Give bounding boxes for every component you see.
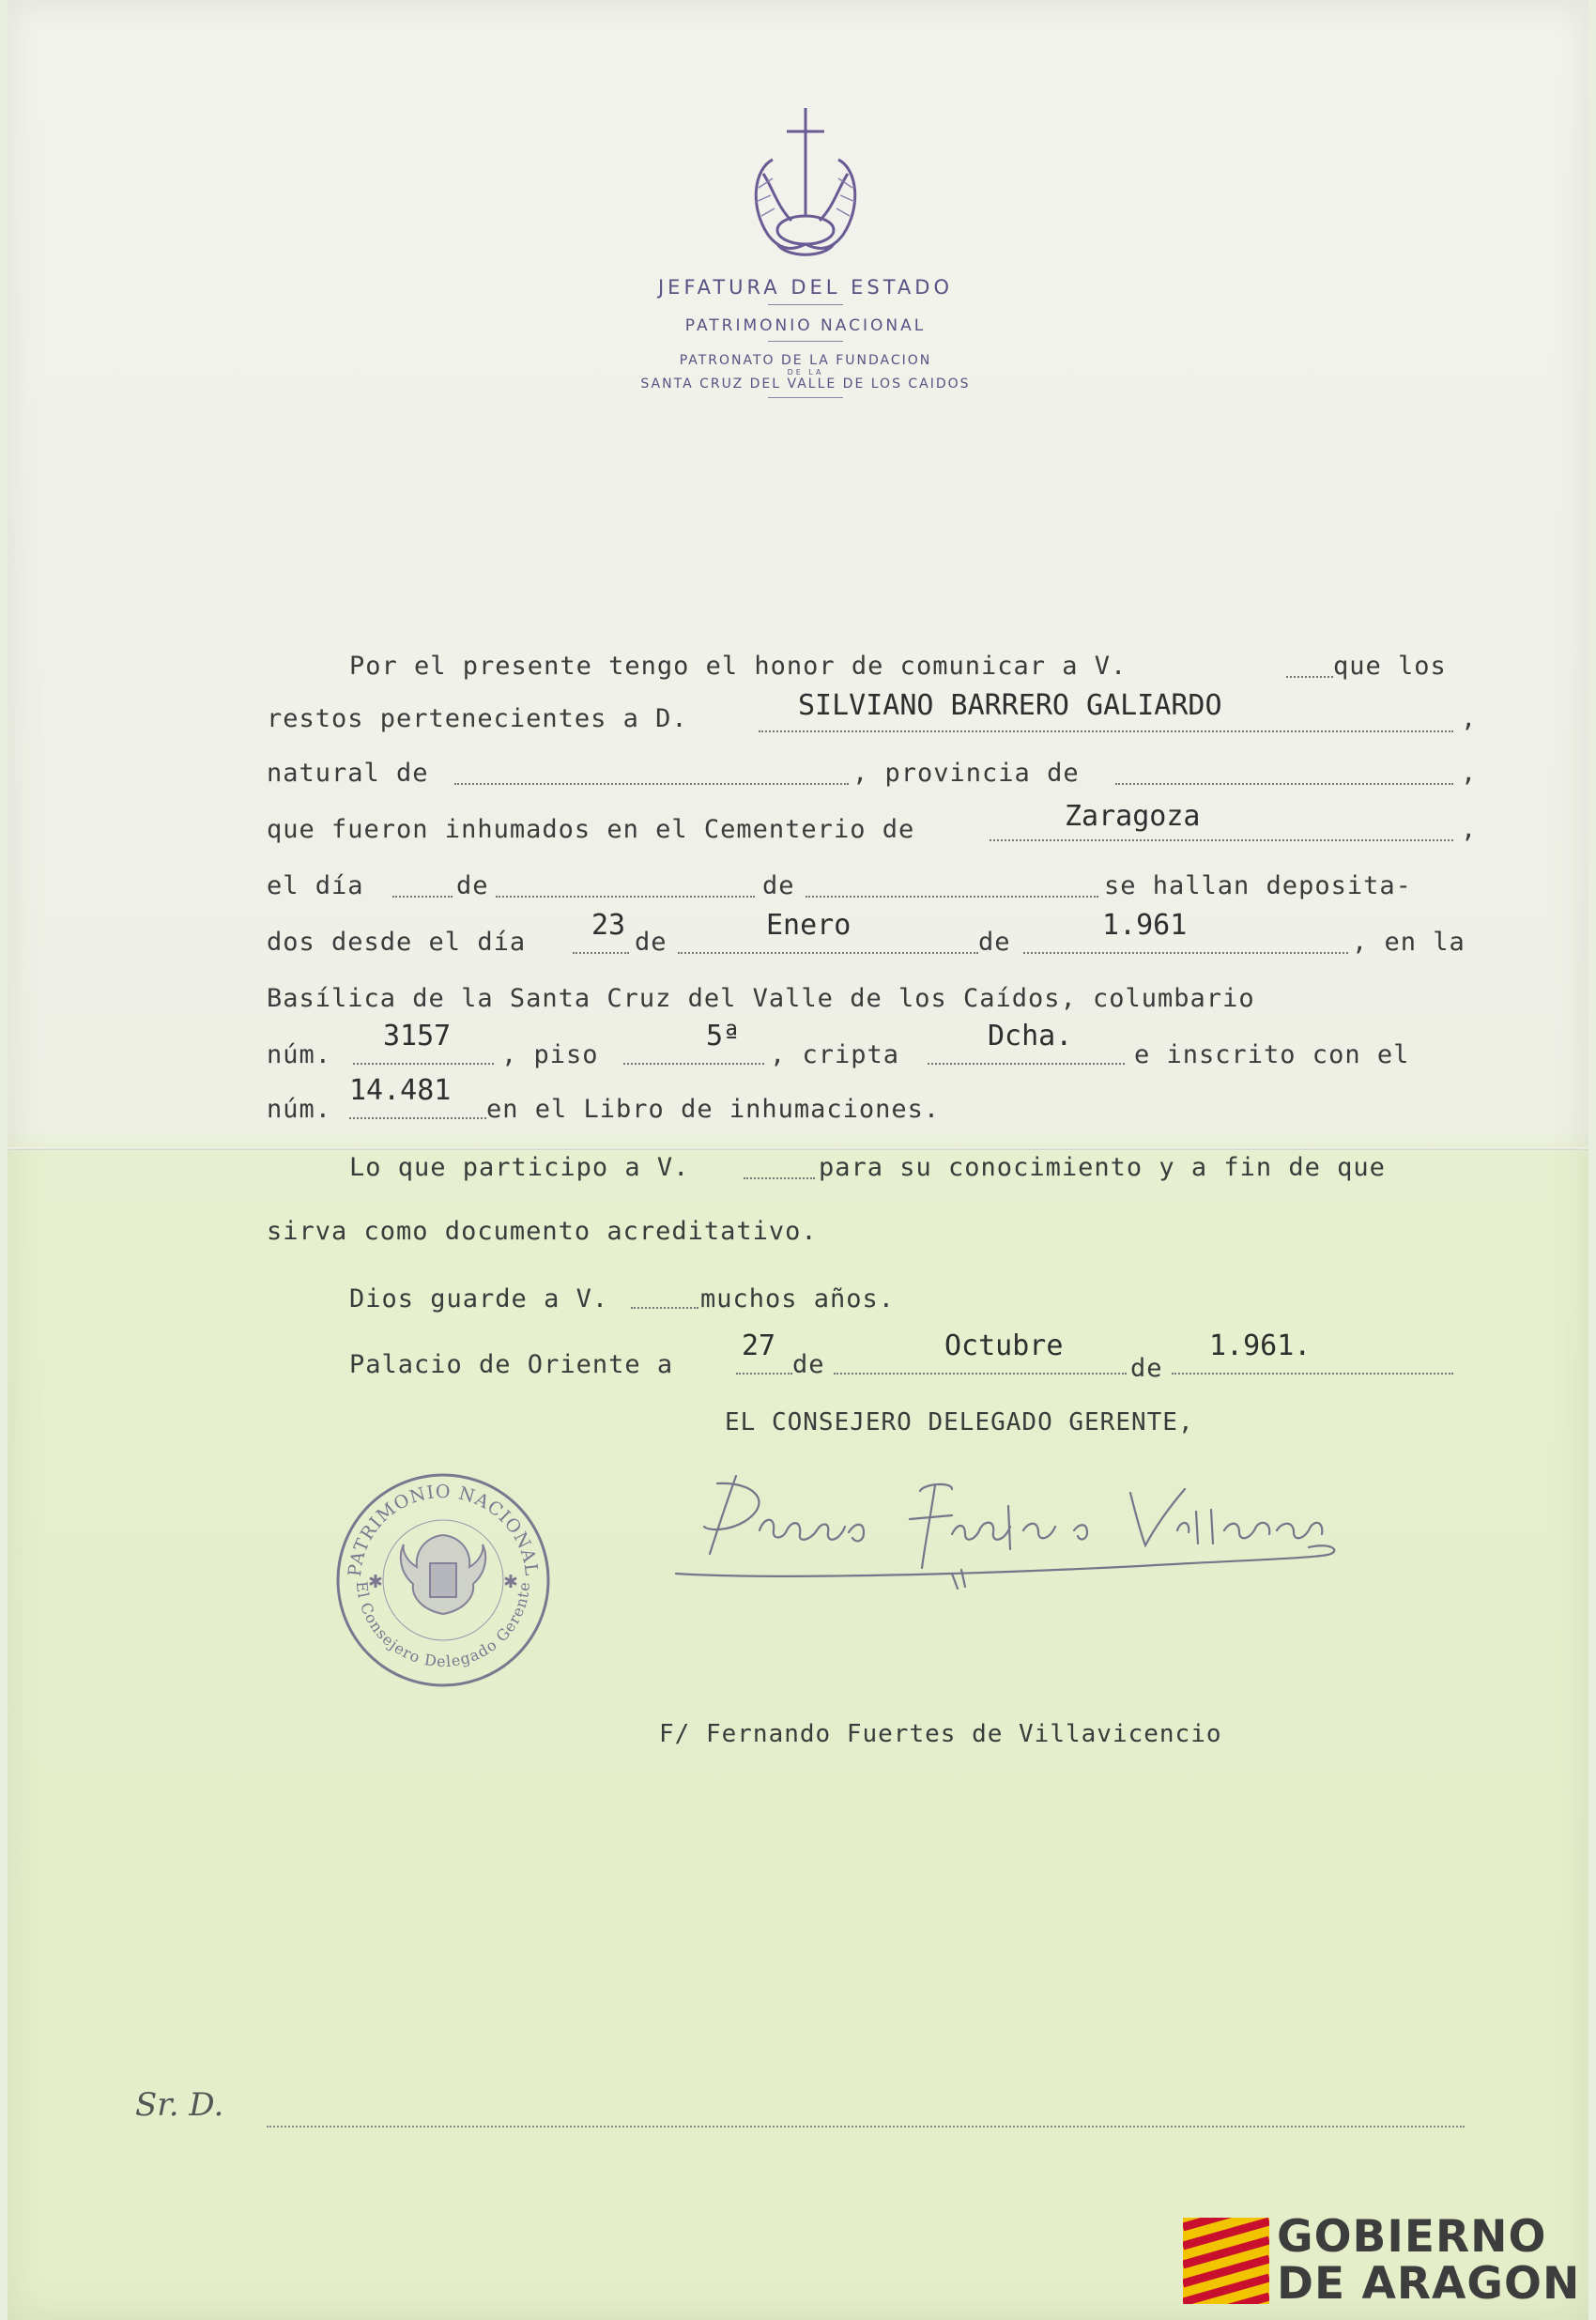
piso-number: 5ª <box>706 1020 741 1052</box>
blank-line <box>834 1373 1127 1375</box>
body-text: , provincia de <box>852 759 1080 788</box>
blank-line <box>806 896 1098 898</box>
stamp-bottom-text: El Consejero Delegado Gerente <box>352 1580 534 1671</box>
body-text: núm. <box>267 1095 332 1124</box>
blank-line <box>1023 952 1348 954</box>
body-text: para su conocimiento y a fin de que <box>819 1153 1386 1182</box>
blank-line <box>573 952 629 954</box>
handwritten-signature <box>670 1465 1356 1606</box>
blank-line <box>454 783 849 785</box>
body-text: se hallan deposita- <box>1104 871 1412 900</box>
blank-line <box>1172 1373 1453 1375</box>
body-text: en el Libro de inhumaciones. <box>486 1095 941 1124</box>
body-text: sirva como documento acreditativo. <box>267 1217 818 1246</box>
body-text: de <box>978 928 1011 957</box>
body-text: que fueron inhumados en el Cementerio de <box>267 815 915 844</box>
body-text: restos pertenecientes a D. <box>267 704 688 733</box>
body-text: , <box>1461 704 1478 733</box>
stamp-star: ✱ <box>368 1572 384 1592</box>
recipient-line <box>267 2126 1465 2128</box>
letter-month: Octubre <box>944 1329 1064 1362</box>
blank-line <box>349 1117 486 1119</box>
blank-line <box>678 952 978 954</box>
blank-line <box>392 896 453 898</box>
aragon-flag-icon <box>1183 2218 1269 2304</box>
cripta-value: Dcha. <box>988 1020 1073 1052</box>
deceased-name: SILVIANO BARRERO GALIARDO <box>798 689 1222 722</box>
letterhead-line-5: SANTA CRUZ DEL VALLE DE LOS CAIDOS <box>640 376 971 392</box>
body-text: núm. <box>267 1040 332 1069</box>
letterhead-line-1: JEFATURA DEL ESTADO <box>657 276 953 299</box>
body-text: , cripta <box>770 1040 900 1069</box>
blank-line <box>759 730 1453 732</box>
body-text: que los <box>1333 652 1447 681</box>
body-text: de <box>635 928 668 957</box>
body-text: , <box>1461 759 1478 788</box>
letterhead <box>533 103 1078 398</box>
body-text: el día <box>267 871 364 900</box>
body-text: Palacio de Oriente a <box>349 1350 674 1379</box>
cross-crest-icon <box>735 103 876 263</box>
stamp-star: ✱ <box>503 1572 519 1592</box>
blank-line <box>496 896 755 898</box>
body-text: dos desde el día <box>267 928 527 957</box>
letter-day: 27 <box>742 1329 776 1362</box>
body-text: de <box>456 871 489 900</box>
deposit-year: 1.961 <box>1102 909 1188 942</box>
logo-line-1: GOBIERNO <box>1277 2211 1547 2263</box>
deposit-month: Enero <box>766 909 852 942</box>
body-text: , <box>1461 815 1478 844</box>
body-text: de <box>1130 1354 1163 1383</box>
body-text: Por el presente tengo el honor de comunicar a V. <box>349 652 1128 681</box>
blank-line <box>353 1063 494 1065</box>
recipient-label: Sr. D. <box>135 2086 224 2124</box>
paper-fold <box>8 1147 1588 1150</box>
blank-line <box>1115 783 1453 785</box>
blank-line <box>631 1307 698 1309</box>
blank-line <box>744 1177 815 1179</box>
letterhead-rule <box>768 304 843 305</box>
signer-name: F/ Fernando Fuertes de Villavicencio <box>659 1720 1222 1748</box>
eagle-emblem-icon <box>401 1535 485 1614</box>
body-text: de <box>762 871 795 900</box>
blank-line <box>990 839 1453 841</box>
letterhead-line-3: PATRONATO DE LA FUNDACION <box>679 353 932 368</box>
letterhead-line-2: PATRIMONIO NACIONAL <box>684 316 927 335</box>
cemetery-name: Zaragoza <box>1065 800 1201 833</box>
body-text: muchos años. <box>700 1284 896 1314</box>
body-text: , en la <box>1352 928 1466 957</box>
body-text: natural de <box>267 759 429 788</box>
body-text: e inscrito con el <box>1134 1040 1410 1069</box>
body-text: Basílica de la Santa Cruz del Valle de los Caídos, columbario <box>267 984 1255 1013</box>
deposit-day: 23 <box>591 909 626 942</box>
logo-line-2: DE ARAGON <box>1277 2258 1581 2310</box>
blank-line <box>623 1063 764 1065</box>
letterhead-rule <box>768 397 843 398</box>
body-text: , piso <box>501 1040 599 1069</box>
stamp-top-text: PATRIMONIO NACIONAL <box>344 1481 543 1578</box>
blank-line <box>1286 676 1333 678</box>
body-text: de <box>792 1350 825 1379</box>
letterhead-line-4: DE LA <box>787 368 824 376</box>
blank-line <box>736 1373 792 1375</box>
columbario-number: 3157 <box>383 1020 452 1052</box>
letterhead-rule <box>768 341 843 342</box>
body-text: Dios guarde a V. <box>349 1284 609 1314</box>
document-page <box>8 0 1588 2320</box>
libro-number: 14.481 <box>349 1074 452 1107</box>
official-stamp <box>332 1469 554 1691</box>
letter-year: 1.961. <box>1209 1329 1312 1362</box>
body-text: Lo que participo a V. <box>349 1153 690 1182</box>
blank-line <box>928 1063 1125 1065</box>
signer-title: EL CONSEJERO DELEGADO GERENTE, <box>725 1408 1194 1437</box>
gobierno-aragon-logo <box>1183 2211 1588 2310</box>
